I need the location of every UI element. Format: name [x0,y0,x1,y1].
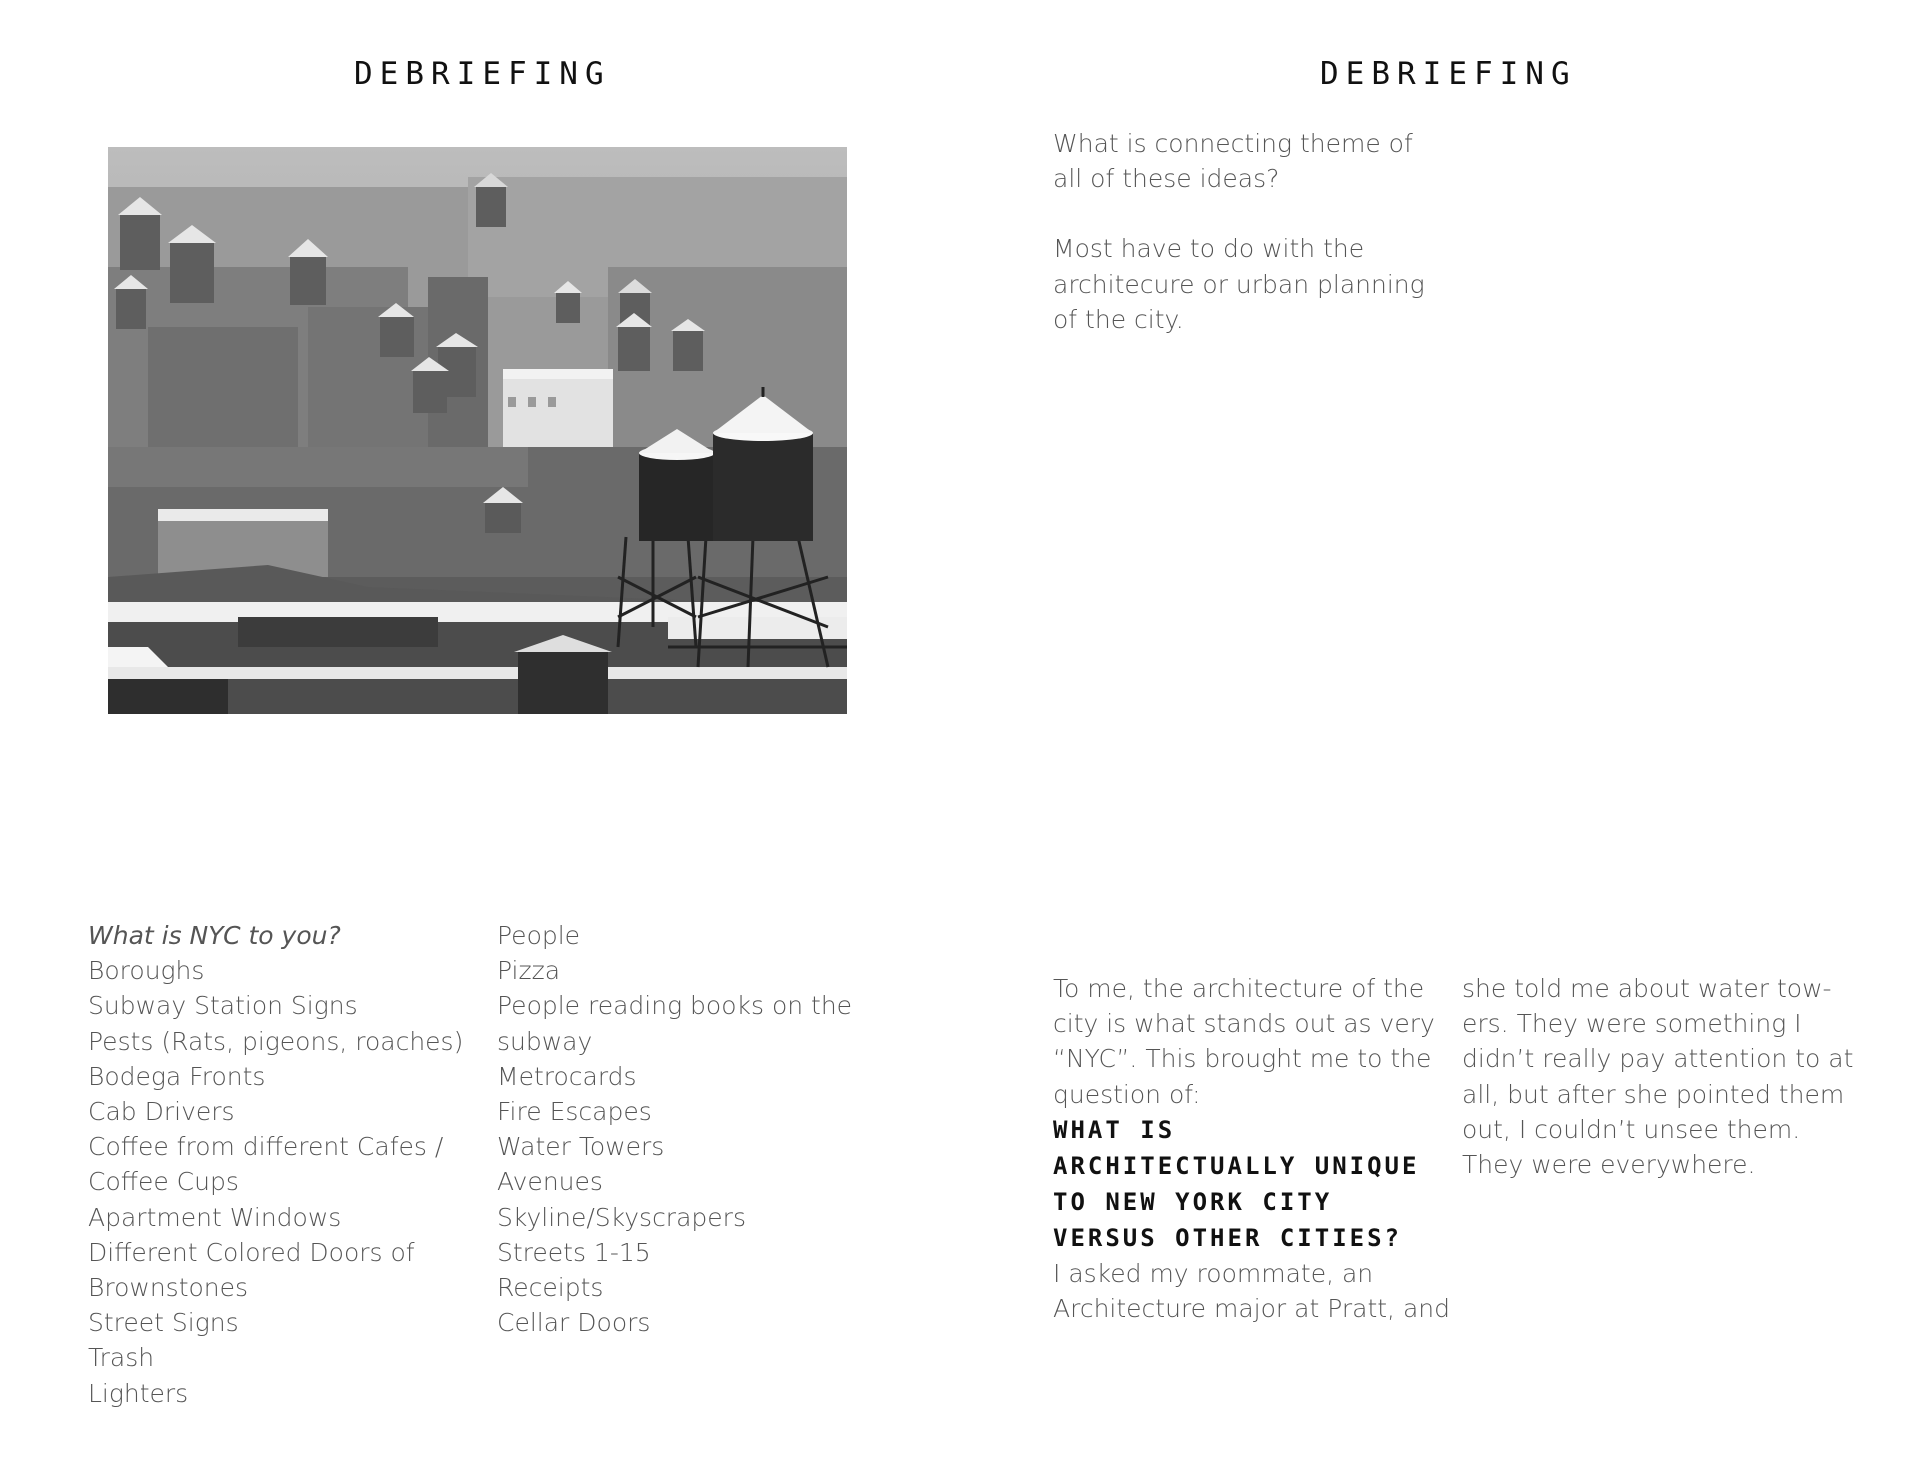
water-towers-image [108,147,847,714]
text-line: city is what stands out as very [1053,1009,1435,1039]
text-line: out, I couldn’t unsee them. [1462,1114,1801,1144]
callout-line: TO NEW YORK CITY [1053,1187,1333,1216]
text-line: ers. They were something I [1462,1009,1802,1039]
theme-question [1053,126,1453,196]
text-line: They were everywhere. [1462,1150,1756,1180]
text-line: Most have to do with the [1053,234,1365,264]
list-item: Coffee Cups [88,1167,239,1197]
text-line: didn’t really pay attention to at [1462,1044,1854,1074]
list-item: Coffee from different Cafes / [88,1132,444,1162]
callout-line: VERSUS OTHER CITIES? [1053,1223,1402,1252]
text-line: all of these ideas? [1053,164,1280,194]
list-item: People reading books on the [497,991,853,1021]
essay-outro [1053,1256,1453,1326]
text-line: question of: [1053,1079,1201,1109]
text-line: To me, the architecture of the [1053,974,1425,1003]
list-item: Metrocards [497,1061,637,1091]
ideas-list-2 [497,918,897,1340]
column-prompt: What is NYC to you? [88,921,341,950]
callout-line: WHAT IS [1053,1115,1176,1144]
list-item: Fire Escapes [497,1097,652,1127]
essay-continuation [1462,971,1862,1182]
theme-question-block [1053,126,1453,372]
text-line: What is connecting theme of [1053,129,1413,158]
text-line: Architecture major at Pratt, and [1053,1294,1450,1324]
list-item: Cab Drivers [88,1097,235,1127]
list-item: Skyline/Skyscrapers [497,1202,746,1232]
list-item: Pizza [497,956,561,986]
essay-intro [1053,971,1453,1112]
list-item: Receipts [497,1273,604,1303]
list-item: Different Colored Doors of [88,1237,415,1267]
text-line: all, but after she pointed them [1462,1079,1845,1109]
text-line: I asked my roommate, an [1053,1258,1374,1288]
list-item: Apartment Windows [88,1202,342,1232]
list-item: Cellar Doors [497,1308,651,1338]
list-item: subway [497,1026,593,1056]
theme-answer [1053,231,1453,337]
water-towers-photo [108,147,847,714]
essay-column-right [1462,971,1862,1182]
list-item: Streets 1-15 [497,1237,651,1267]
ideas-list-1 [88,953,488,1411]
list-item: Street Signs [88,1308,239,1338]
page-heading: DEBRIEFING [1320,56,1577,92]
list-item: Bodega Fronts [88,1061,266,1091]
text-line: she told me about water tow- [1462,974,1832,1003]
list-column-1 [88,918,488,1411]
list-item: People [497,921,581,950]
list-item: Boroughs [88,956,205,986]
list-item: Avenues [497,1167,603,1197]
callout-line: ARCHITECTUALLY UNIQUE [1053,1151,1420,1180]
list-item: Lighters [88,1378,189,1408]
text-line: of the city. [1053,304,1184,334]
right-page [960,0,1920,1484]
essay-column-left [1053,971,1453,1326]
list-item: Subway Station Signs [88,991,358,1021]
page-heading: DEBRIEFING [354,56,611,92]
callout-question [1053,1112,1453,1256]
list-item: Brownstones [88,1273,249,1303]
text-line: architecure or urban planning [1053,269,1425,299]
list-item: Water Towers [497,1132,665,1162]
list-column-2 [497,918,897,1340]
list-item: Trash [88,1343,155,1373]
text-line: “NYC”. This brought me to the [1053,1044,1432,1074]
list-item: Pests (Rats, pigeons, roaches) [88,1026,464,1056]
